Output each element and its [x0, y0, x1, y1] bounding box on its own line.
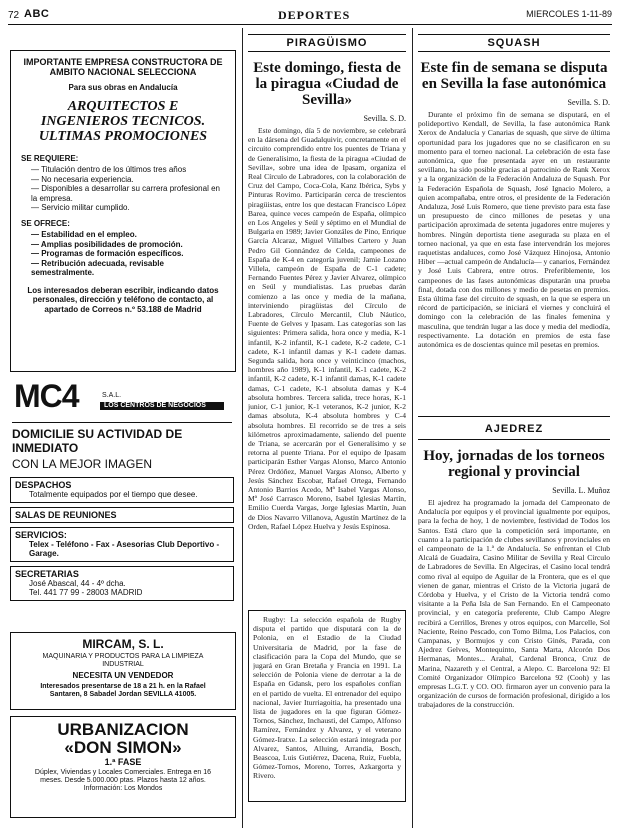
issue-date: MIERCOLES 1-11-89	[526, 9, 612, 19]
job-ad-requirements	[31, 165, 225, 213]
mc4-headline-2: CON LA MEJOR IMAGEN	[12, 457, 153, 471]
piraguismo-byline: Sevilla. S. D.	[363, 114, 406, 123]
article-text: El ajedrez ha programado la jornada del Campeonato de Andalucía por equipos y el provincial igualmente por equipos, para la fecha de hoy, 1 de noviembre, festividad de Todos los Santos. Está claro que la competición será importante, en cuanto a la participación de clubes sevillanos y provinciales en el campeonato de la 1.ª de Andalucía. Se enfrentan el Club Alcalá de Guadaíra, Casino Militar de Sevilla y Real Círculo de Labradores de Sevilla. En Algeciras, el Casino local tendrá como rival al equipo de Aguilar de la Frontera, que es el que vienen de ganar, mientras el Cristo de la Victoria jugará de Córdoba y Huelva, y el Cristo de la Victoria tendrá como visitante a la Peña Isla de San Fernando. En el Campeonato provincial, y en categoría preferente, Club Campo Alegre recibirá a Cerrillos, Brenes y otros equipos, con Marcelle, Sol Naciente, Reino Pescado, con Tomo Bilma, Los Palacios, con Campanas, y Bormujos y con Cristo Ginés, Parada, con Ajedrez Gelves, Montequinto, Santa Marta, Alcorón Dos Hermanas, Montes... Arahal, Cardenal Bronca, Cruz de Marina, Nazareth y el Central, a Alepo. C. Barcelona 92: El Comité Organizador Olímpico Barcelona 92 (Cooh) y las empresas L.G.T. y CO. OO. firmaron ayer un convenio para la organización de cursos de formación profesional, dirigido a los trabajadores de la construcción.	[418, 498, 610, 710]
job-ad-contact: Los interesados deberan escribir, indicando datos personales, dirección y teléfono de contacto, al apartado de Correos n.º 53.188 de Madrid	[27, 285, 219, 314]
piraguismo-body	[248, 126, 406, 602]
mircam-title: MIRCAM, S. L.	[82, 637, 164, 651]
mc4-tag: S.A.L.	[102, 392, 122, 399]
page-header	[8, 8, 612, 25]
servicios-text: Telex - Teléfono - Fax - Asesorias Club Deportivo - Garage.	[29, 539, 220, 558]
mc4-logo: MC4	[14, 378, 79, 414]
list-item: — Retribución adecuada, revisable semestralmente.	[31, 258, 164, 277]
job-ad-requirements-title: SE REQUIERE:	[21, 153, 79, 163]
job-ad-offer	[31, 230, 225, 278]
article-text: Este domingo, día 5 de noviembre, se celebrará en la dársena del Guadalquivir, concretamente en el circuito comprendido entre los puentes de Triana y de Generalísimo, la fiesta de la piragua «Ciudad de Sevilla», sobre una idea de Ipasam, organiza el Real Círculo de Labradores, con la colaboración de Cruz del Campo, Coca-Cola, Kanz Ibérica, Sybs y Pinturas Rovimo. Participarán cerca de trescientos piragüistas, entre los que destacan Francisco López Barea, quince veces campeón de España, olímpico en Los Angeles y Seúl y séptimo en el Mundial de Bulgaria en 1989; Javier Gonzáles de Pino, Enrique García Alcaraz, Miguel Villalbes Cartero y Juan Pedro Gil Gonnández de Celda, campeones de España de K-4 en categoría juvenil; Jamie Lozano Villela, campeón de España de C-1 cadete; Fernando Fuentes Pérez y Javier Alvarez, olímpico en Seúl y mundialistas. Las pruebas darán comienzo a las once y media de la mañana, interviniendo piragüistas del Círculo de Labradores, Círculo Mercantil, Club Náutico, Fuente de Gelves y Ipasam. Las categorías son las siguientes: Primera salida, hora once y media, K-1 infantil, K-2 infantil, K-1 cadete, K-2 cadete, C-1 cadete, K-1 infantil damas y K-1 cadete damas. Segunda salida, hora once y veinticinco (machos, hombres año 1989), K-1 infantil, K-1 cadete, K-2 infantil, K-2 cadete, K-1 infantil damas, K-1 cadete damas, C-1 cadete, K-1 absoluta damas y K-4 absoluta hombres. Tercera salida, trece horas, K-1 junior, C-1 junior, K-1 veteranos, K-2 junior, K-2 damas absoluta, K-4 absoluta hombres y C-4 absoluta hombres. El recorrido se de tres a seis kilómetros aproximadamente, saliendo del puente de Triana, se acercarán por el Generalísimo y se retorna al puente Triana. Por el equipo de Ipasam participarán Esther Vargas Alonso, Marco Antonio Pérez Ordóñez, Manuel Vargas Alonso, Alberto y Jesús Sánchez Escobar, Rafael Ortega, Fernando Antonio Barrios Acedo, Mª Isabel Vargas Alonso, Mª José Carrasco Moreno, Isabel Iglesias Martín, Emilio Cuerda Vargas, Jorge Iglesias Martín, Juan de Dios Navarro Villanova, Agustín Martínez de la Orden, Rafael López Huelva y Jesús Espinosa.	[248, 126, 406, 531]
piraguismo-section: PIRAGÜISMO	[248, 34, 406, 52]
squash-body	[418, 110, 610, 408]
job-ad-offer-title: SE OFRECE:	[21, 218, 70, 228]
salas-label: SALAS DE REUNIONES	[15, 509, 117, 520]
urban-line-2: «DON SIMON»	[64, 738, 182, 757]
list-item: — Servicio militar cumplido.	[31, 203, 130, 212]
mircam-need: NECESITA UN VENDEDOR	[72, 671, 174, 680]
section-title: DEPORTES	[278, 8, 351, 22]
mc4-address: José Abascal, 44 - 4º dcha.	[29, 578, 126, 588]
ajedrez-body	[418, 498, 610, 790]
article-text: Rugby: La selección española de Rugby disputa el partido que disputará con la de Polonia, en el Estadio de la Ciudad Universitaria de Madrid, por la fase de clasificación para la Copa del Mundo, que se jugará en Gran Bretaña y Francia en 1991. La selección de Polonia viene de derrotar a la de España en Gdansk, pero los españoles confían en el partido de vuelta. El entrenador del equipo nacional, Javier Iturriagoitia, ha presentado una lista de jugadores en la que figuran Gómez-Tornos, Sánchez, Inchausti, del Campo, Alfonso Ramírez, Fernández y Alvarez, y el veterano Gómez-Iratxe. La selección estará integrada por Alvarez, Santos, Alluing, Arrandía, Bosch, Beascoa, Luis Gutiérrez, Dacena, Ruiz, Fuebla, Gómez-Tornos, Moreno, Torres, Azkargorta y Rivero.	[253, 615, 401, 781]
newspaper-logo: ABC	[24, 8, 50, 20]
article-text: Durante el próximo fin de semana se disputará, en el polideportivo Kendall, de Sevilla, la fase autonómica Rank Xerox de Andalucía y Canarias de squash, que sirve de última oportunidad para los jugadores que no se clasificaron en su momento para el torneo nacional. La celebración de esta fase autonómica, que fue presentada ayer en un restaurante sevillano, ha sido posible gracias al patrocinio de Rank Xerox y a la organización de la Federación Andaluza de Squash. Por la Federación Española de Squash, José Ignacio Molero, a quien acompañaba, entre otros, el presidente de la Federación Andaluza, José Luis Romero, que tiene previsto para esta fase un presupuesto de cinco millones de pesetas y una participación aproximada de setenta jugadores entre mujeres y hombres. Ningún deportista tiene asegurada su plaza en el torneo nacional, ya que en esta fase intervendrán los mejores raquetistas andaluces, como José Vázquez Hinojosa, Antonio Hiber —actual campeón de Andalucía— y canarios, Fernández y José Luis Cabrera, entre otros. Preferiblemente, los campeones de las fases autonómicas disputarán una prueba final, dotada con dos millones y medio de pesetas en premios. Esta última fase del circuito de squash, en la que se espera un récord de participación, se iniciará el viernes y concluirá el domingo con la celebración de las finales femenina y masculina, que tendrán lugar a las doce y media del mediodía, respectivamente. La dotación en premios de esta fase autonómica es de doscientas quince mil pesetas en premios.	[418, 110, 610, 350]
piraguismo-headline: Este domingo, fiesta de la piragua «Ciudad de Sevilla»	[253, 60, 401, 108]
job-ad-subtitle: Para sus obras en Andalucía	[68, 83, 178, 92]
job-ad	[10, 50, 236, 372]
job-ad-title: IMPORTANTE EMPRESA CONSTRUCTORA DE AMBITO NACIONAL SELECCIONA	[23, 57, 223, 77]
mc4-banner: LOS CENTROS DE NEGOCIOS	[100, 402, 224, 410]
servicios-label: SERVICIOS:	[15, 529, 67, 540]
list-item: — Titulación dentro de los últimos tres años	[31, 165, 187, 174]
mircam-contact: Interesados presentarse de 18 a 21 h. en la Rafael Santaren, 8 Sabadel Jordan SEVILLA 41005.	[40, 682, 206, 698]
ajedrez-byline: Sevilla. L. Muñoz	[552, 486, 610, 495]
mircam-ad	[10, 632, 236, 710]
mircam-subtitle: MAQUINARIA Y PRODUCTOS PARA LA LIMPIEZA INDUSTRIAL	[42, 653, 204, 668]
squash-headline: Este fin de semana se disputa en Sevilla la fase autonómica	[420, 60, 608, 92]
despachos-text: Totalmente equipados por el tiempo que desee.	[29, 490, 198, 499]
page-number: 72	[8, 10, 20, 21]
secretarias-label: SECRETARIAS	[15, 568, 79, 579]
ajedrez-headline: Hoy, jornadas de los torneos regional y provincial	[423, 448, 605, 480]
list-item: — Disponibles a desarrollar su carrera profesional en la empresa.	[31, 184, 220, 203]
mc4-headline-1: DOMICILIE SU ACTIVIDAD DE INMEDIATO	[12, 422, 232, 455]
list-item: — Programas de formación específicos.	[31, 249, 184, 258]
rugby-body	[253, 615, 401, 797]
mc4-phone: Tel. 441 77 99 - 28003 MADRID	[29, 588, 143, 597]
rugby-box	[248, 610, 406, 802]
urbanization-ad	[10, 716, 236, 818]
squash-byline: Sevilla. S. D.	[567, 98, 610, 107]
list-item: — Estabilidad en el empleo.	[31, 230, 137, 239]
list-item: — No necesaria experiencia.	[31, 174, 134, 184]
urban-line-3: 1.ª FASE	[104, 757, 142, 767]
despachos-label: DESPACHOS	[15, 480, 72, 490]
job-ad-headline: ARQUITECTOS E INGENIEROS TECNICOS. ULTIMAS PROMOCIONES	[38, 98, 208, 144]
urban-line-4: Dúplex, Viviendas y Locales Comerciales. Entrega en 16 meses. Desde 5.000.000 ptas. Plazos hasta 12 años. Información: Los Mondos	[34, 769, 212, 792]
column-divider-right	[412, 28, 413, 828]
squash-section: SQUASH	[418, 34, 610, 52]
column-divider-left	[242, 28, 243, 828]
mc4-ad	[10, 380, 234, 620]
list-item: — Amplias posibilidades de promoción.	[31, 239, 183, 249]
urban-line-1: URBANIZACION	[57, 720, 189, 739]
ajedrez-section: AJEDREZ	[484, 423, 544, 435]
